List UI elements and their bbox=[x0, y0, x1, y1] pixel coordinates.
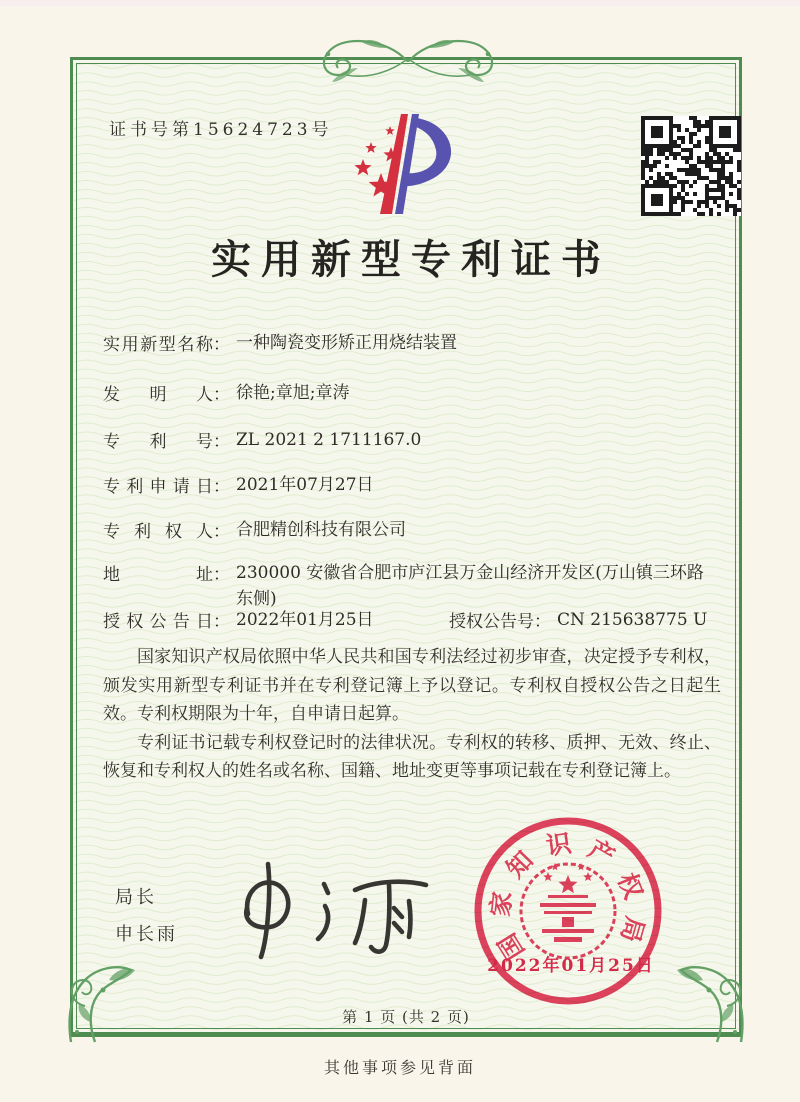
handwritten-signature bbox=[228, 858, 438, 963]
signer-title: 局长 bbox=[115, 887, 157, 908]
field-value: 2022年01月25日 bbox=[236, 610, 374, 630]
field-value: 230000 安徽省合肥市庐江县万金山经济开发区(万山镇三环路东侧) bbox=[236, 563, 704, 610]
field-label: 专利号 bbox=[103, 432, 213, 452]
grant-number-group: 授权公告号 ： CN 215638775 U bbox=[449, 607, 707, 633]
field-label: 授权公告日 bbox=[103, 612, 213, 632]
field-value: 一种陶瓷变形矫正用烧结装置 bbox=[236, 333, 457, 353]
svg-text:产: 产 bbox=[583, 834, 620, 872]
grant-date-group: 授权公告日 ： 2022年01月25日 bbox=[103, 607, 449, 633]
seal-date: 2022年01月25日 bbox=[487, 956, 655, 976]
certificate-number: 证书号第15624723号 bbox=[109, 120, 333, 140]
svg-text:权: 权 bbox=[612, 868, 649, 903]
field-value: CN 215638775 U bbox=[557, 610, 708, 630]
back-note: 其他事项参见背面 bbox=[323, 1058, 476, 1077]
svg-text:知: 知 bbox=[500, 845, 539, 884]
field-value: 2021年07月27日 bbox=[236, 475, 374, 495]
field-row-address: 地址 ： 230000 安徽省合肥市庐江县万金山经济开发区(万山镇三环路东侧) bbox=[103, 560, 714, 613]
field-value: 徐艳;章旭;章涛 bbox=[236, 383, 350, 403]
field-row-inventors: 发明人 ： 徐艳;章旭;章涛 bbox=[103, 380, 349, 406]
certificate-frame bbox=[70, 57, 742, 1037]
cnipa-round-seal bbox=[468, 811, 668, 1011]
top-flourish-ornament bbox=[288, 30, 528, 90]
paragraph-grant-statement: 国家知识产权局依照中华人民共和国专利法经过初步审查，决定授予专利权，颁发实用新型专利证书并在专利登记簿上予以登记。专利权自授权公告之日起生效。专利权期限为十年，自申请日起算。 bbox=[103, 647, 721, 724]
field-label: 专利申请日 bbox=[103, 477, 213, 497]
grant-row bbox=[103, 607, 707, 633]
bottom-left-flourish bbox=[61, 946, 147, 1046]
svg-text:局: 局 bbox=[615, 913, 650, 946]
page-number: 第 1 页 (共 2 页) bbox=[342, 1008, 470, 1026]
bottom-right-flourish bbox=[665, 946, 751, 1046]
field-label: 发明人 bbox=[103, 385, 213, 405]
qr-code bbox=[641, 116, 741, 216]
legal-paragraphs bbox=[103, 643, 721, 786]
certificate-title: 实用新型专利证书 bbox=[211, 236, 611, 283]
field-value: ZL 2021 2 1711167.0 bbox=[236, 430, 422, 450]
field-row-patentee: 专利权人 ： 合肥精创科技有限公司 bbox=[103, 517, 406, 543]
svg-text:识: 识 bbox=[544, 828, 574, 861]
field-label: 地址 bbox=[103, 565, 213, 585]
paragraph-register-statement: 专利证书记载专利权登记时的法律状况。专利权的转移、质押、无效、终止、恢复和专利权人的姓名或名称、国籍、地址变更等事项记载在专利登记簿上。 bbox=[103, 732, 721, 781]
svg-text:国: 国 bbox=[492, 928, 531, 965]
cnipa-logo-icon bbox=[335, 110, 485, 222]
field-row-filing-date: 专利申请日 ： 2021年07月27日 bbox=[103, 472, 374, 498]
field-label: 授权公告号 bbox=[449, 612, 534, 632]
field-row-name: 实用新型名称 ： 一种陶瓷变形矫正用烧结装置 bbox=[103, 330, 457, 356]
field-row-patent-number: 专利号 ： ZL 2021 2 1711167.0 bbox=[103, 427, 421, 453]
svg-text:家: 家 bbox=[485, 890, 518, 918]
field-value: 合肥精创科技有限公司 bbox=[236, 520, 406, 540]
signer-name: 申长雨 bbox=[115, 924, 178, 945]
field-label: 实用新型名称 bbox=[103, 335, 213, 355]
field-label: 专利权人 bbox=[103, 522, 213, 542]
